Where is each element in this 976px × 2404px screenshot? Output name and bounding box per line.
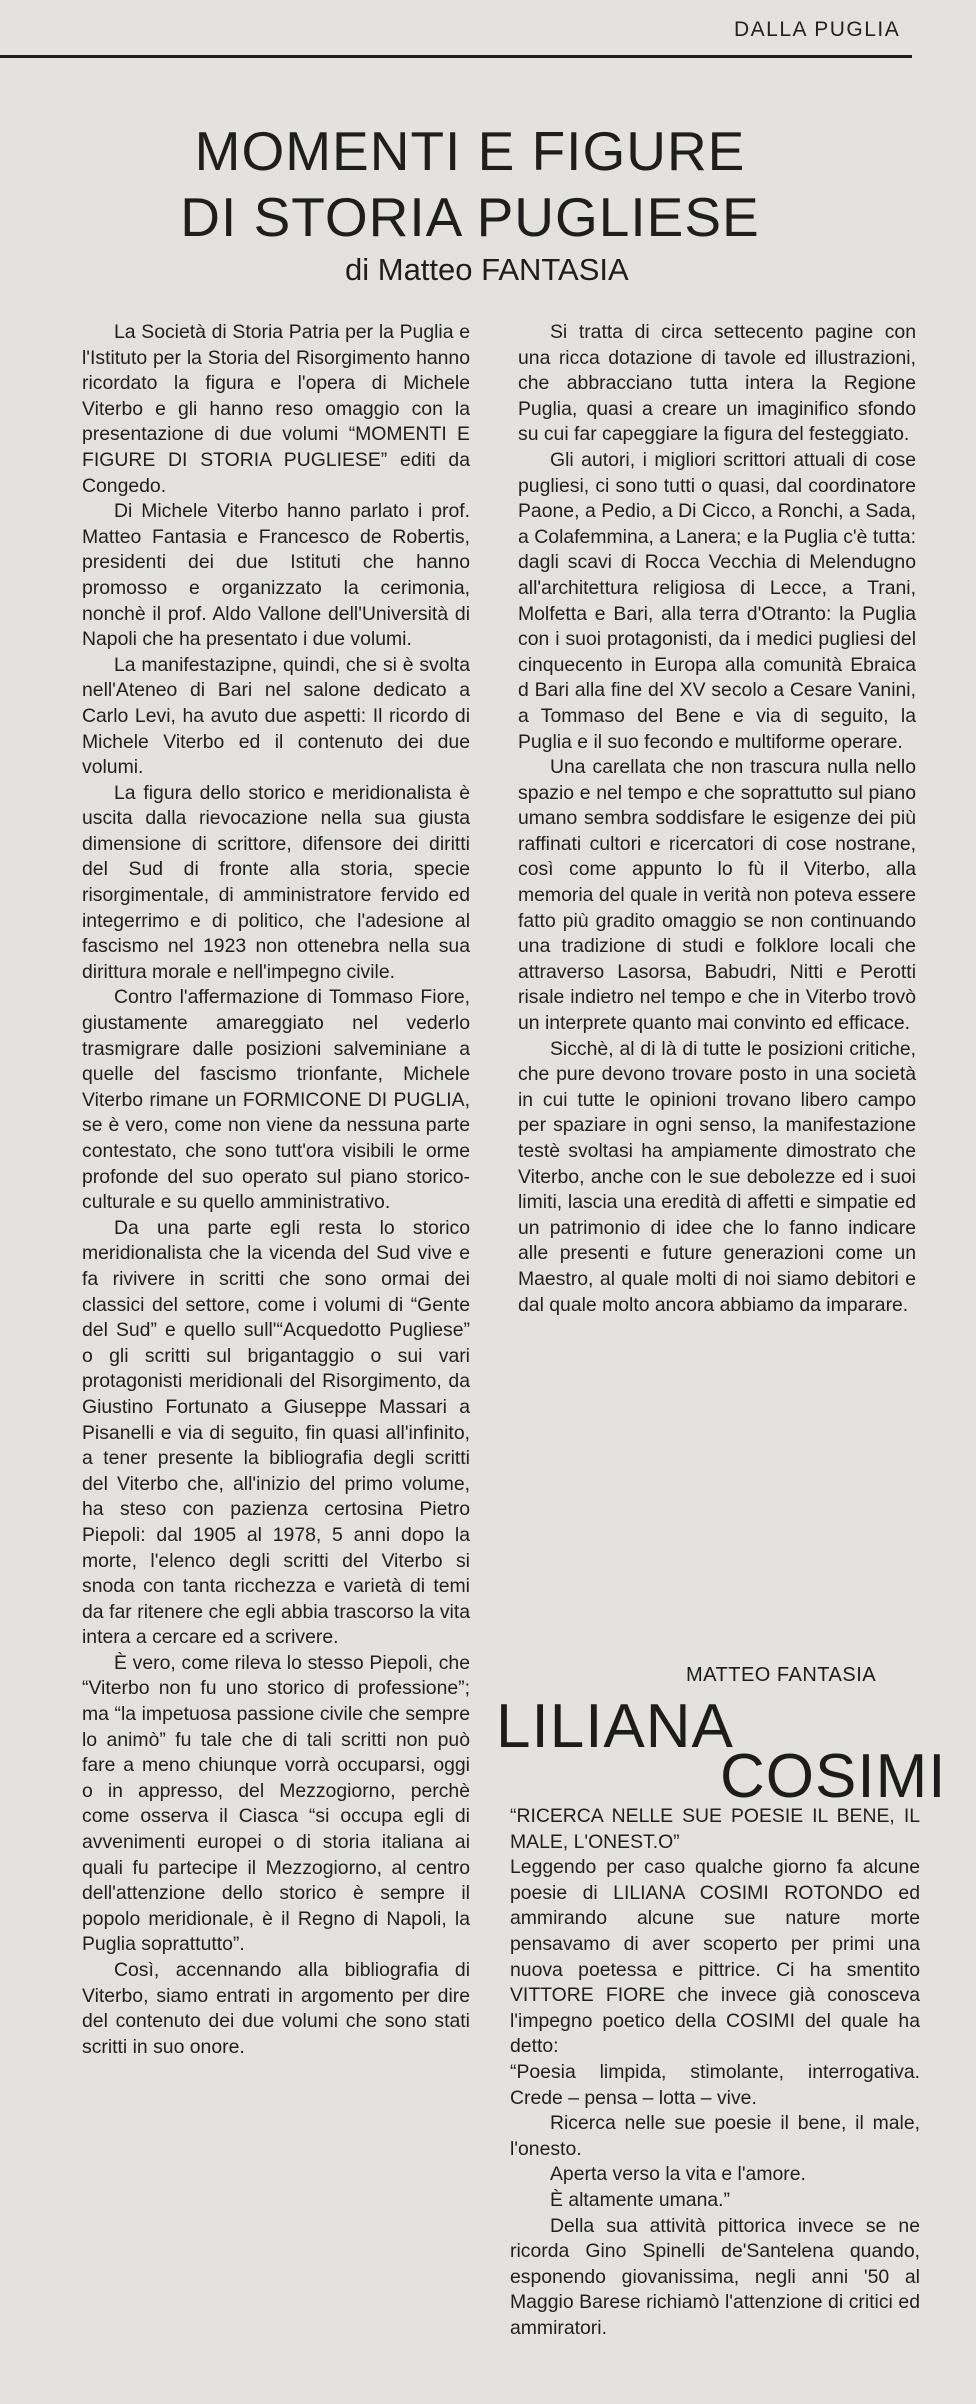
article-title-line-2: DI STORIA PUGLIESE: [180, 186, 760, 248]
second-article-title-first: LILIANA: [496, 1692, 734, 1761]
second-article-title-last: COSIMI: [720, 1742, 947, 1811]
author-signature: MATTEO FANTASIA: [686, 1664, 877, 1686]
section-label: DALLA PUGLIA: [734, 18, 901, 41]
article-title-line-1: MOMENTI E FIGURE: [194, 120, 746, 182]
quote-line: È altamente umana.”: [550, 2188, 730, 2211]
paragraph: Così, accennando alla bibliografia di Viterbo, siamo entrati in argomento per dire del contenuto dei due volumi che sono stati scritti in suo onore.: [82, 1959, 470, 2058]
paragraph: Della sua attività pittorica invece se ne ricorda Gino Spinelli de'Santelena quando, esponendo giovanissima, negli anni '50 al Maggio Barese richiamò l'attenzione di critici ed ammiratori.: [510, 2214, 920, 2339]
header-divider: [0, 55, 912, 58]
quote-line: “Poesia limpida, stimolante, interrogativa. Crede – pensa – lotta – vive.: [510, 2060, 920, 2109]
paragraph: Gli autori, i migliori scrittori attuali di cose pugliesi, ci sono tutti o quasi, dal coordinatore Paone, a Pedio, a Di Cicco, a Ronchi, a Sada, a Colafemmina, a Lanera; e la Puglia c'è tutta: dagli scavi di Rocca Vecchia di Melendugno all'architettura religiosa di Lecce, a Trani, Molfetta e Bari, alla terra d'Otranto: la Puglia con i suoi protagonisti, da i medici pugliesi del cinquecento in Europa alla comunità Ebraica d Bari alla fine del XV secolo a Cesare Vanini, a Tommaso del Bene e via di seguito, la Puglia e il suo fecondo e multiforme operare.: [518, 448, 916, 753]
right-column: [518, 320, 916, 1318]
article-byline: di Matteo FANTASIA: [345, 252, 629, 287]
paragraph: La figura dello storico e meridionalista è uscita dalla rievocazione nella sua giusta dimensione di scrittore, difensore dei diritti del Sud di fronte alla storia, specie risorgimentale, di amministratore fervido ed integerrimo e di politico, che l'adesione al fascismo nel 1923 non ottenebra nella sua dirittura morale e nell'impegno civile.: [82, 781, 470, 983]
second-article-body: [510, 1804, 920, 2341]
paragraph: Sicchè, al di là di tutte le posizioni critiche, che pure devono trovare posto in una società in cui tutte le opinioni trovano libero campo per spaziare in ogni senso, la manifestazione testè svoltasi ha ampiamente dimostrato che Viterbo, anche con le sue debolezze ed i suoi limiti, lascia una eredità di affetti e simpatie ed un patrimonio di idee che lo fanno indicare alle presenti e future generazioni come un Maestro, al quale molti di noi siamo debitori e dal quale molto ancora abbiamo da imparare.: [518, 1037, 916, 1316]
paragraph: Di Michele Viterbo hanno parlato i prof. Matteo Fantasia e Francesco de Robertis, presidenti dei due Istituti che hanno promosso e organizzato la cerimonia, nonchè il prof. Aldo Vallone dell'Università di Napoli che ha presentato i due volumi.: [82, 500, 470, 651]
quote-line: Ricerca nelle sue poesie il bene, il male, l'onesto.: [510, 2112, 920, 2160]
left-column: [82, 320, 470, 2060]
paragraph: La Società di Storia Patria per la Puglia e l'Istituto per la Storia del Risorgimento hanno ricordato la figura e l'opera di Michele Viterbo e gli hanno reso omaggio con la presentazione di due volumi “MOMENTI E FIGURE DI STORIA PUGLIESE” editi da Congedo.: [82, 321, 470, 497]
paragraph: Contro l'affermazione di Tommaso Fiore, giustamente amareggiato nel vederlo trasmigrare dalle posizioni salveminiane a quelle del fascismo trionfante, Michele Viterbo rimane un FORMICONE DI PUGLIA, se è vero, come non viene da nessuna parte contestato, che sono tutt'ora visibili le orme profonde del suo operato sul piano storico-culturale e su quello amministrativo.: [82, 986, 470, 1214]
paragraph: Si tratta di circa settecento pagine con una ricca dotazione di tavole ed illustrazioni, che abbracciano tutta intera la Regione Puglia, quasi a creare un imaginifico sfondo su cui far capeggiare la figura del festeggiato.: [518, 321, 916, 446]
paragraph: Leggendo per caso qualche giorno fa alcune poesie di LILIANA COSIMI ROTONDO ed ammirando alcune sue nature morte pensavamo di aver scoperto per primi una nuova poetessa e pittrice. Ci ha smentito VITTORE FIORE che invece già conosceva l'impegno poetico della COSIMI del quale ha detto:: [510, 1856, 920, 2058]
article-title: [100, 118, 840, 250]
quote-line: Aperta verso la vita e l'amore.: [550, 2163, 806, 2186]
paragraph: Da una parte egli resta lo storico meridionalista che la vicenda del Sud vive e fa rivivere in scritti che sono ormai dei classici del settore, come i volumi di “Gente del Sud” e quello sull'“Acquedotto Pugliese” o gli scritti sul brigantaggio o sui vari protagonisti meridionali del Risorgimento, da Giustino Fortunato a Giuseppe Massari a Pisanelli e via di seguito, fin quasi all'infinito, a tener presente la bibliografia degli scritti del Viterbo che, all'inizio del primo volume, ha steso con pazienza certosina Pietro Piepoli: dal 1905 al 1978, 5 anni dopo la morte, l'elenco degli scritti del Viterbo si snoda con tanta ricchezza e varietà di temi da far ritenere che egli abbia trascorso la vita intera a cercare ed a scrivere.: [82, 1216, 470, 1649]
paragraph: Una carellata che non trascura nulla nello spazio e nel tempo e che soprattutto sul piano umano sembra soddisfare le esigenze dei più raffinati cultori e ricercatori di cose nostrane, così come appunto lo fù il Viterbo, alla memoria del quale in verità non poteva essere fatto più gradito omaggio se non continuando una tradizione di studi e folklore locali che attraverso Lasorsa, Babudri, Nitti e Perotti risale indietro nel tempo e che in Viterbo trovò un interprete quanto mai convinto ed efficace.: [518, 756, 916, 1035]
paragraph: La manifestazipne, quindi, che si è svolta nell'Ateneo di Bari nel salone dedicato a Carlo Levi, ha avuto due aspetti: Il ricordo di Michele Viterbo ed il contenuto dei due volumi.: [82, 653, 470, 779]
second-article-subheading: “RICERCA NELLE SUE POESIE IL BENE, IL MALE, L'ONEST.O”: [510, 1805, 920, 1853]
paragraph: È vero, come rileva lo stesso Piepoli, che “Viterbo non fu uno storico di professione”; ma “la impetuosa passione civile che sempre lo animò” fu tale che di tali scritti non può fare a meno chiunque vorrà occuparsi, oggi o in appresso, del Mezzogiorno, perchè come osserva il Ciasca “si occupa egli di avvenimenti europei o di storia italiana ai quali fu partecipe il Mezzogiorno, al centro dell'attenzione dello storico è sempre il popolo meridionale, è il Regno di Napoli, la Puglia soprattutto”.: [82, 1651, 470, 1956]
